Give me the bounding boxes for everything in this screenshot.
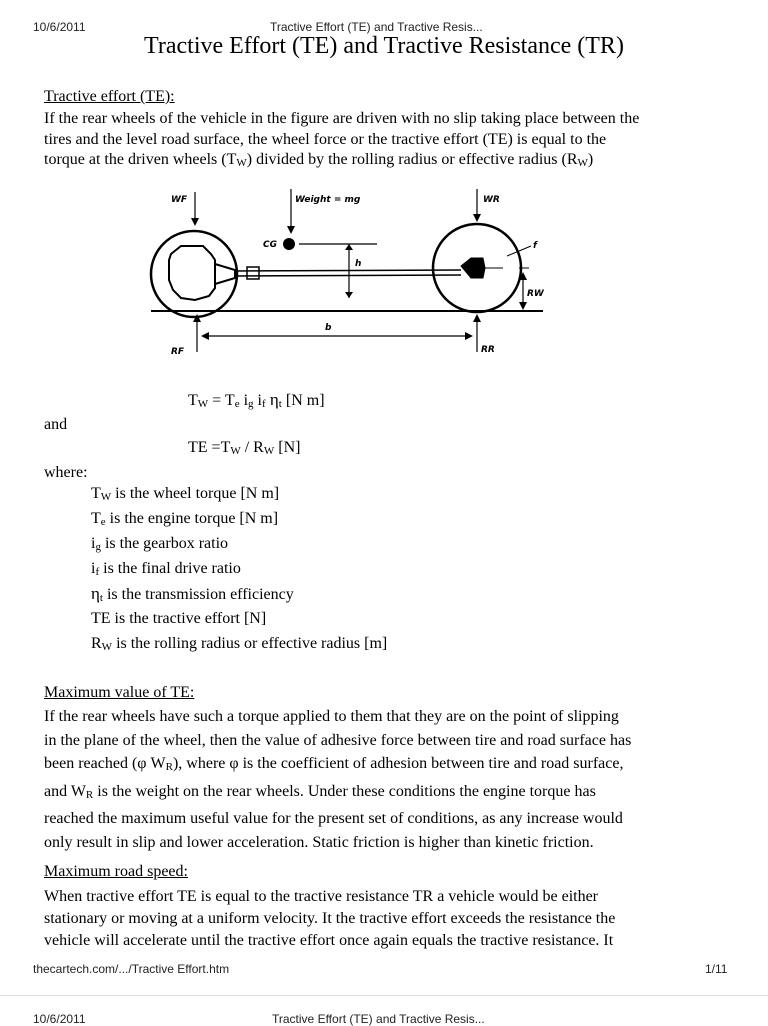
definition-item: $T_e$ is the engine torque [N m] — [91, 510, 279, 528]
text-line: been reached (φ $W_R$), where φ is the coefficient of adhesion between tire and road surface, — [44, 755, 624, 773]
weight-label: Weight = mg — [295, 195, 361, 205]
wr-label: WR — [483, 195, 500, 205]
definition-item: $i_f$ is the final drive ratio — [91, 560, 241, 578]
b-label: b — [325, 323, 332, 333]
section-heading-tractive-effort: Tractive effort (TE): — [44, 88, 175, 105]
text-line: only result in slip and lower acceleration. Static friction is higher than kinetic friction. — [44, 833, 594, 851]
text-line: tires and the level road surface, the wheel force or the tractive effort (TE) is equal to the — [44, 130, 607, 148]
footer-url: thecartech.com/.../Tractive Effort.htm — [33, 962, 230, 976]
text-line: vehicle will accelerate until the tractive effort once again equals the tractive resistance. It — [44, 932, 614, 949]
text-line: If the rear wheels have such a torque applied to them that they are on the point of slipping — [44, 708, 619, 725]
h-label: h — [355, 259, 362, 269]
text-where: where: — [44, 464, 88, 481]
text-line: When tractive effort TE is equal to the tractive resistance TR a vehicle would be either — [44, 888, 599, 905]
wf-label: WF — [171, 195, 188, 205]
equation-tractive-effort: TE $=T_W / R_W$ [N] — [188, 439, 301, 457]
cg-label: CG — [263, 240, 277, 250]
definition-item: TE is the tractive effort [N] — [91, 610, 267, 627]
print-date: 10/6/2011 — [33, 20, 86, 34]
equation-wheel-torque: $T_W = T_e$ $i_g$ $i_f$ $\eta_t$ [N m] — [188, 390, 325, 410]
text-and: and — [44, 416, 68, 433]
section-heading-max-te: Maximum value of TE: — [44, 684, 195, 701]
paragraph-max-speed — [44, 886, 744, 952]
page-title: Tractive Effort (TE) and Tractive Resistance (TR) — [144, 33, 624, 59]
text-line: and $W_R$ is the weight on the rear wheels. Under these conditions the engine torque has — [44, 782, 596, 801]
page-divider — [0, 995, 768, 996]
text-line: in the plane of the wheel, then the value of adhesive force between tire and road surface has — [44, 731, 632, 749]
paragraph-max-te — [44, 705, 744, 854]
definition-item: $\eta_t$ is the transmission efficiency — [91, 584, 294, 604]
rw-label: RW — [527, 289, 544, 299]
paragraph-tractive-effort — [44, 109, 744, 174]
text-line: If the rear wheels of the vehicle in the figure are driven with no slip taking place between the — [44, 110, 640, 127]
rr-label: RR — [481, 345, 495, 355]
definition-item: $T_W$ is the wheel torque [N m] — [91, 485, 280, 503]
definition-item: $i_g$ is the gearbox ratio — [91, 535, 229, 553]
text-line: torque at the driven wheels $(T_W)$ divided by the rolling radius or effective radius $(R_W)$ — [44, 151, 594, 169]
print-page-title: Tractive Effort (TE) and Tractive Resis... — [270, 20, 483, 34]
definition-item: $R_W$ is the rolling radius or effective radius [m] — [91, 635, 388, 653]
vehicle-force-diagram — [123, 184, 545, 358]
rf-label: RF — [171, 347, 185, 357]
page-number: 1/11 — [705, 962, 728, 976]
section-heading-max-speed: Maximum road speed: — [44, 863, 188, 880]
next-print-page-title: Tractive Effort (TE) and Tractive Resis... — [272, 1012, 485, 1026]
f-label: f — [533, 241, 537, 251]
next-print-date: 10/6/2011 — [33, 1012, 86, 1026]
text-line: stationary or moving at a uniform velocity. It the tractive effort exceeds the resistance the — [44, 910, 616, 927]
definitions-list — [91, 481, 387, 656]
text-line: reached the maximum useful value for the present set of conditions, as any increase would — [44, 810, 623, 827]
